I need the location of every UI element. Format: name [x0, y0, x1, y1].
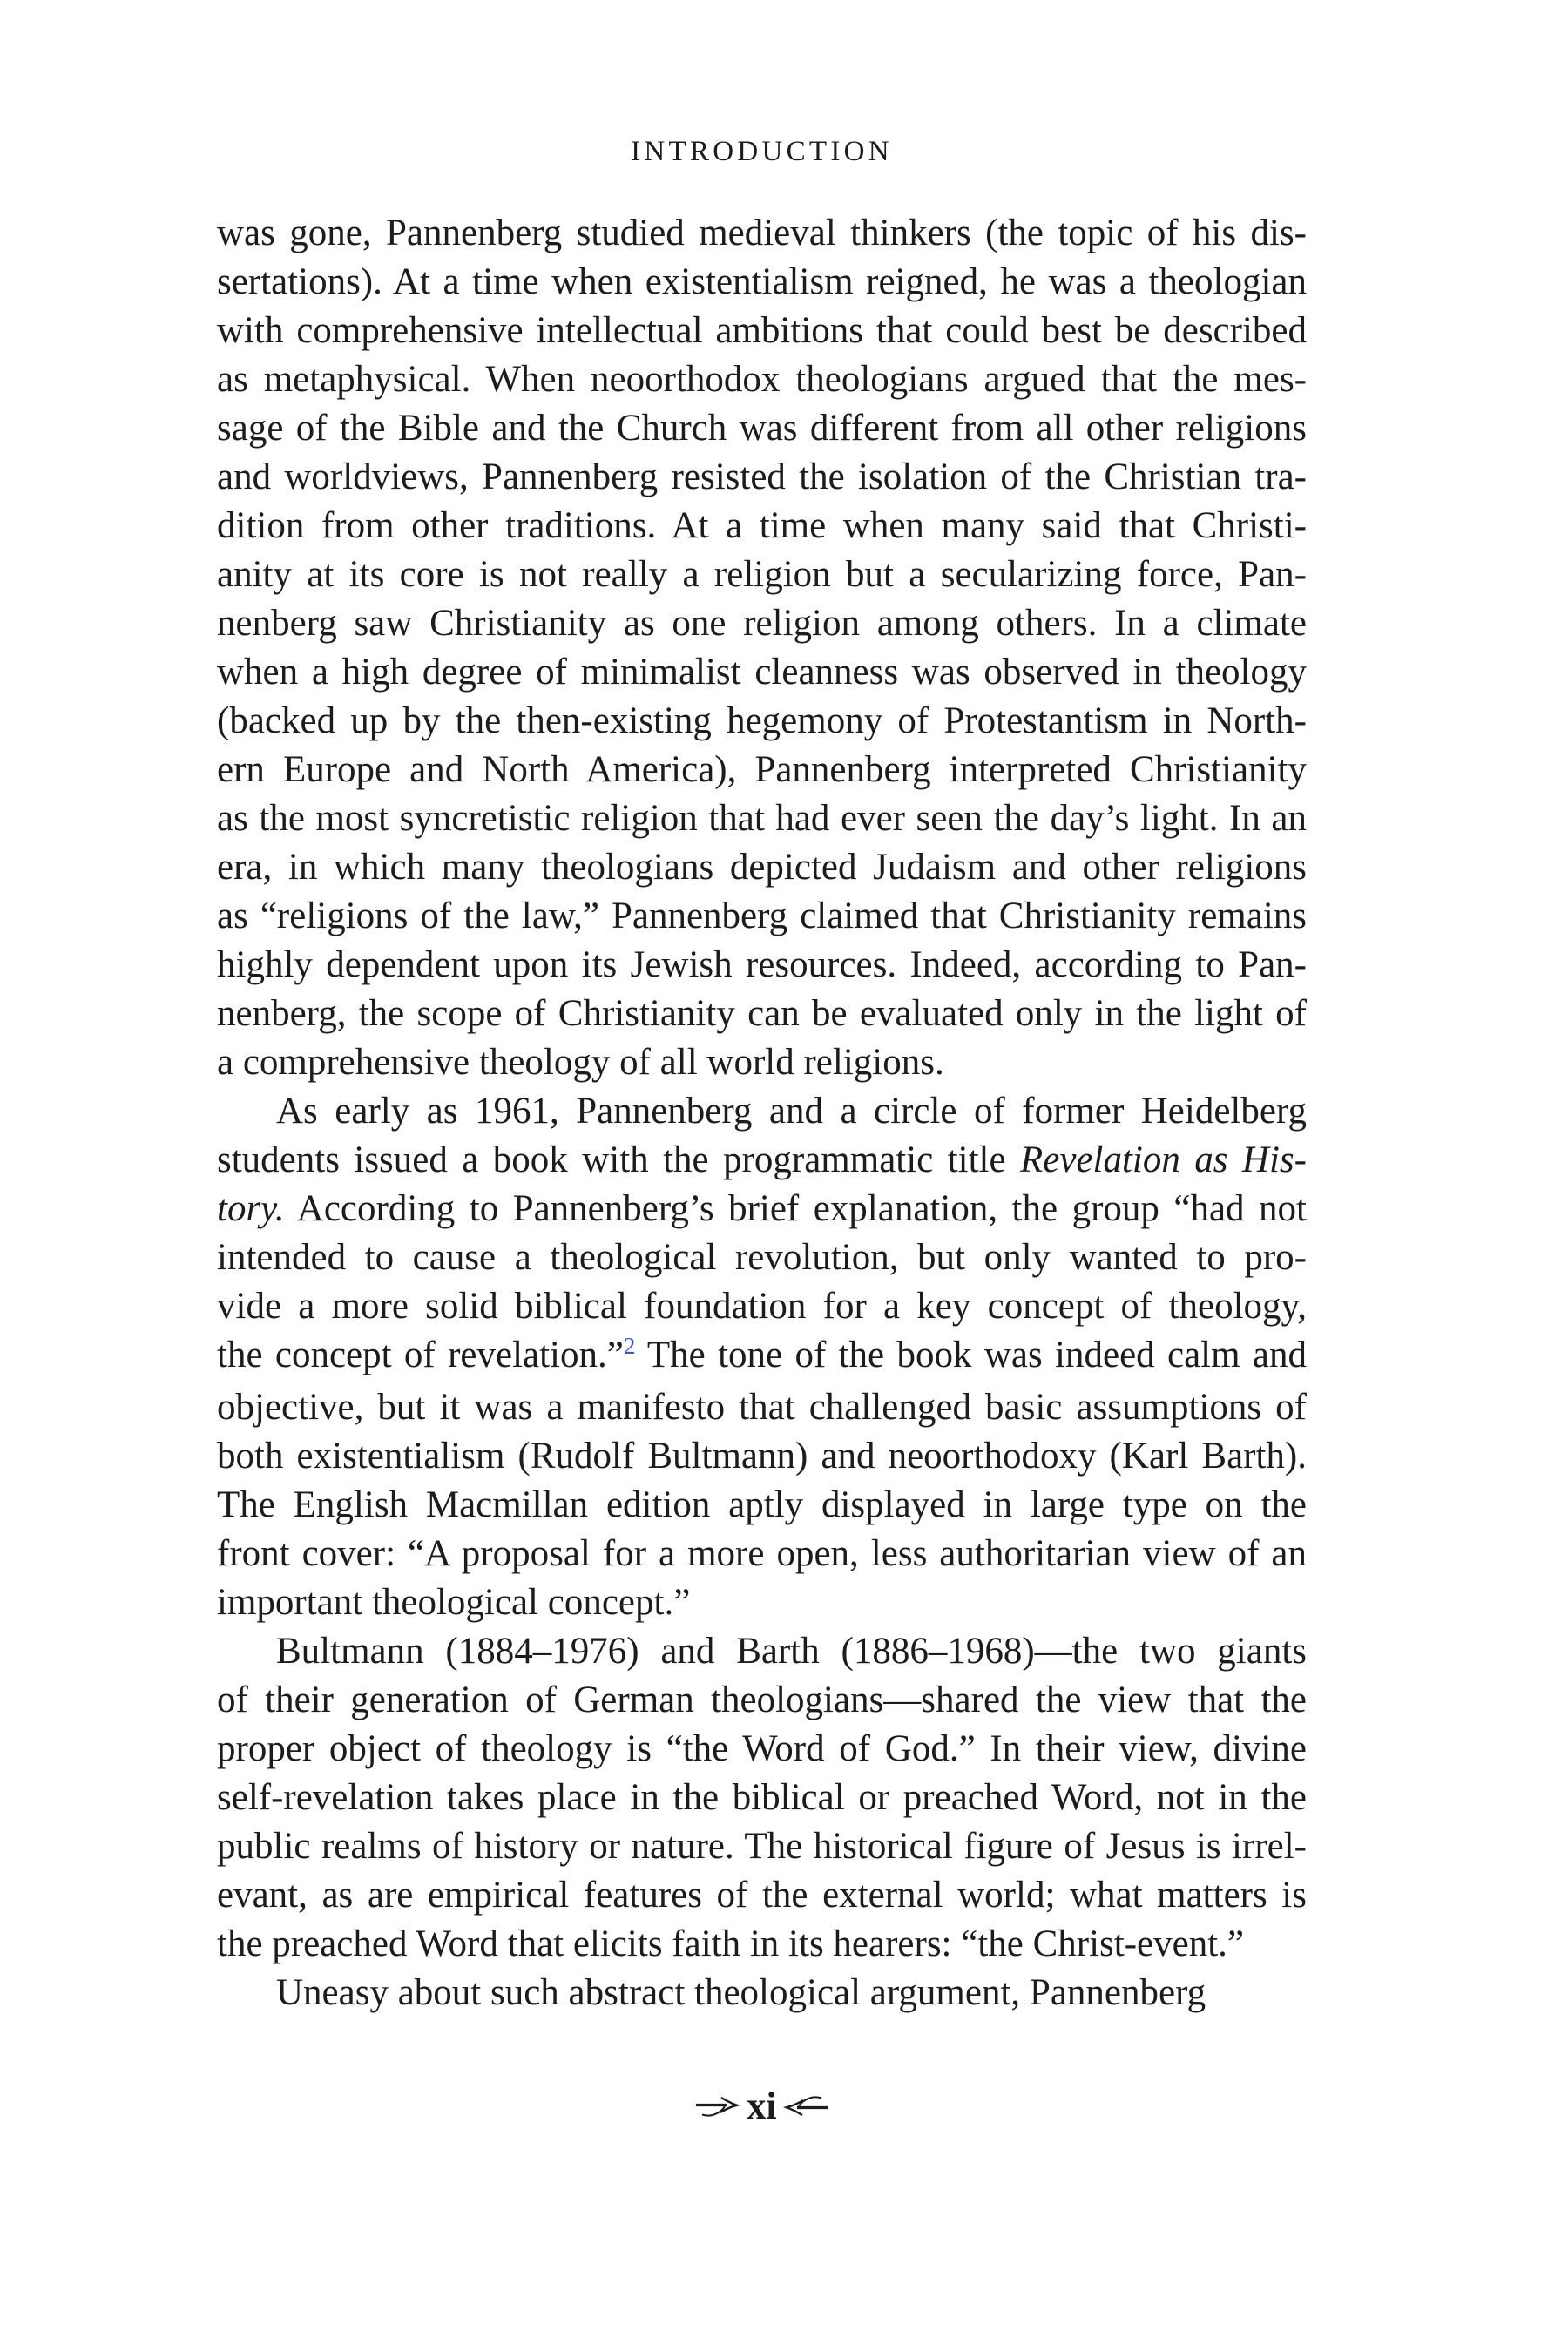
text-line [217, 502, 1307, 551]
text-segment: sage of the Bible and the Church was different from all other religions [217, 408, 1307, 449]
text-segment: intended to cause a theological revolution, but only wanted to pro- [217, 1237, 1307, 1278]
text-segment: The tone of the book was indeed calm and [635, 1335, 1307, 1375]
text-segment: nenberg, the scope of Christianity can be evaluated only in the light of [217, 993, 1307, 1034]
text-segment: sertations). At a time when existentialism reigned, he was a theologian [217, 261, 1307, 302]
page-number: xi [747, 2085, 777, 2127]
text-line [217, 1383, 1307, 1432]
text-line [217, 1725, 1307, 1774]
text-line [217, 404, 1307, 453]
text-line [217, 990, 1307, 1038]
text-segment: tory. [217, 1188, 285, 1229]
text-line [217, 209, 1307, 258]
text-segment: the preached Word that elicits faith in its hearers: “the Christ-event.” [217, 1923, 1245, 1964]
text-segment: era, in which many theologians depicted Judaism and other religions [217, 847, 1307, 888]
text-line [217, 648, 1307, 697]
text-segment: as “religions of the law,” Pannenberg claimed that Christianity remains [217, 896, 1307, 936]
text-line [217, 1185, 1307, 1233]
text-segment: highly dependent upon its Jewish resources. Indeed, according to Pan- [217, 944, 1307, 985]
text-line [217, 1331, 1307, 1383]
text-segment: of their generation of German theologians—shared the view that the [217, 1680, 1307, 1720]
text-line [217, 258, 1307, 307]
text-segment: students issued a book with the programmatic title [217, 1139, 1020, 1180]
text-segment: According to Pannenberg’s brief explanation, the group “had not [284, 1188, 1307, 1229]
text-segment: as the most syncretistic religion that had ever seen the day’s light. In an [217, 798, 1307, 839]
text-segment: vide a more solid biblical foundation for a key concept of theology, [217, 1286, 1307, 1327]
text-segment: with comprehensive intellectual ambitions that could best be described [217, 310, 1307, 351]
page-title: INTRODUCTION [631, 136, 893, 167]
text-segment: important theological concept.” [217, 1582, 691, 1623]
text-segment: Revelation as His- [1019, 1139, 1307, 1180]
text-line [217, 794, 1307, 843]
text-line [217, 453, 1307, 502]
text-line [217, 1282, 1307, 1331]
text-line [217, 551, 1307, 599]
text-segment: ern Europe and North America), Pannenberg interpreted Christianity [217, 749, 1307, 790]
text-segment: both existentialism (Rudolf Bultmann) and neoorthodoxy (Karl Barth). [217, 1436, 1307, 1477]
text-line [217, 1530, 1307, 1578]
text-line [217, 1136, 1307, 1185]
text-segment: Uneasy about such abstract theological argument, Pannenberg [276, 1972, 1206, 2013]
text-line [217, 1822, 1307, 1871]
text-line [217, 1087, 1307, 1136]
text-segment: As early as 1961, Pannenberg and a circle of former Heidelberg [276, 1091, 1307, 1132]
text-line [217, 1920, 1307, 1969]
text-segment: the concept of revelation.” [217, 1335, 624, 1375]
text-segment: public realms of history or nature. The historical figure of Jesus is irrel- [217, 1826, 1307, 1867]
text-line [217, 1676, 1307, 1725]
text-segment: anity at its core is not really a religion but a secularizing force, Pan- [217, 554, 1307, 595]
footnote-ref-2[interactable]: 2 [623, 1333, 636, 1359]
text-segment: self-revelation takes place in the biblical or preached Word, not in the [217, 1777, 1307, 1818]
text-line [217, 1627, 1307, 1676]
text-line [217, 746, 1307, 794]
text-segment: objective, but it was a manifesto that challenged basic assumptions of [217, 1387, 1307, 1428]
text-segment: as metaphysical. When neoorthodox theologians argued that the mes- [217, 359, 1307, 400]
text-segment: a comprehensive theology of all world religions. [217, 1042, 944, 1083]
text-line [217, 1871, 1307, 1920]
text-segment: nenberg saw Christianity as one religion among others. In a climate [217, 603, 1307, 644]
text-segment: front cover: “A proposal for a more open, less authoritarian view of an [217, 1533, 1307, 1574]
text-line [217, 307, 1307, 355]
text-segment: dition from other traditions. At a time when many said that Christi- [217, 505, 1307, 546]
text-line [217, 1481, 1307, 1530]
text-segment: The English Macmillan edition aptly displayed in large type on the [217, 1484, 1307, 1525]
text-segment: when a high degree of minimalist cleanness was observed in theology [217, 652, 1307, 693]
text-segment: Bultmann (1884–1976) and Barth (1886–1968)—the two giants [276, 1631, 1307, 1672]
page-footer [217, 2080, 1307, 2132]
text-segment: (backed up by the then-existing hegemony of Protestantism in North- [217, 700, 1307, 741]
text-line [217, 892, 1307, 941]
text-segment: and worldviews, Pannenberg resisted the isolation of the Christian tra- [217, 456, 1307, 497]
text-line [217, 355, 1307, 404]
text-line [217, 1038, 1307, 1087]
text-segment: evant, as are empirical features of the external world; what matters is [217, 1875, 1307, 1916]
text-line [217, 843, 1307, 892]
text-line [217, 1969, 1307, 2017]
text-segment: was gone, Pannenberg studied medieval thinkers (the topic of his dis- [217, 213, 1307, 253]
arrow-ornament-right [783, 2095, 828, 2118]
text-line [217, 1432, 1307, 1481]
text-segment: proper object of theology is “the Word of God.” In their view, divine [217, 1728, 1307, 1769]
text-line [217, 599, 1307, 648]
arrow-ornament-left [695, 2095, 740, 2118]
text-line [217, 941, 1307, 990]
text-line [217, 1578, 1307, 1627]
text-line [217, 1233, 1307, 1282]
text-line [217, 1774, 1307, 1822]
text-line [217, 697, 1307, 746]
body-text [217, 209, 1307, 2017]
